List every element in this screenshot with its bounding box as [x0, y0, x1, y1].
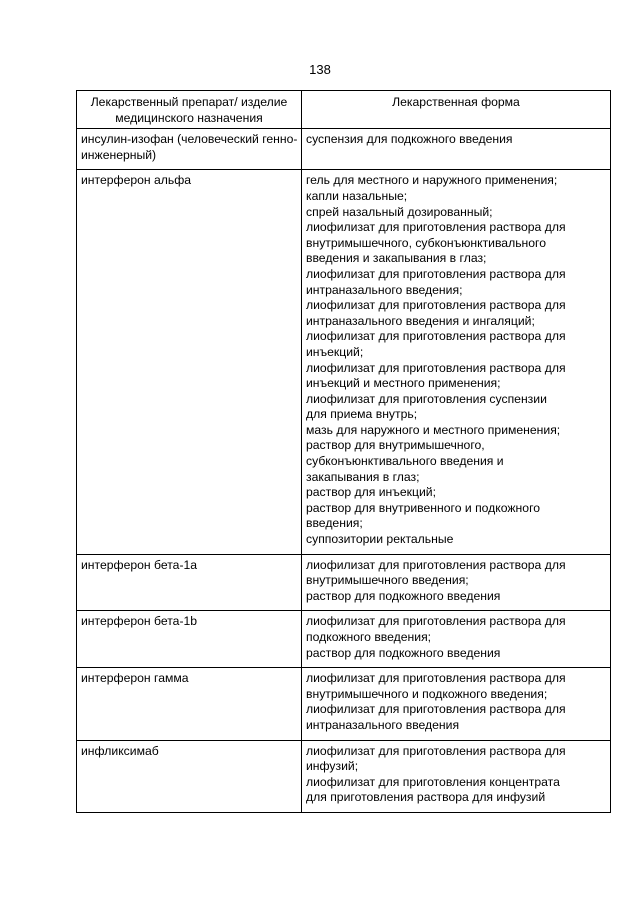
header-form: Лекарственная форма: [302, 91, 611, 129]
dosage-form-line: лиофилизат для приготовления суспензии: [306, 391, 547, 406]
dosage-form-cell: [302, 611, 611, 668]
table-row: [77, 611, 611, 668]
dosage-form-line: введения;: [306, 516, 363, 531]
dosage-form-line: для приема внутрь;: [306, 407, 418, 422]
dosage-form-cell: [302, 554, 611, 611]
dosage-form-line: мазь для наружного и местного применения;: [306, 422, 561, 437]
drug-name-cell: интерферон бета-1a: [77, 554, 302, 611]
table-row: [77, 740, 611, 812]
drug-name-cell: интерферон альфа: [77, 170, 302, 554]
dosage-form-line: лиофилизат для приготовления концентрата: [306, 774, 560, 789]
dosage-form-line: внутримышечного и подкожного введения;: [306, 686, 548, 701]
dosage-form-line: закапывания в глаз;: [306, 469, 420, 484]
dosage-form-line: лиофилизат для приготовления раствора для: [306, 557, 566, 572]
dosage-form-line: интраназального введения: [306, 717, 460, 732]
header-drug: Лекарственный препарат/ изделие медицинского назначения: [77, 91, 302, 129]
dosage-form-line: лиофилизат для приготовления раствора для: [306, 298, 566, 313]
dosage-form-line: суппозитории ректальные: [306, 532, 454, 547]
dosage-form-line: интраназального введения;: [306, 282, 463, 297]
dosage-form-cell: [302, 170, 611, 554]
dosage-form-line: лиофилизат для приготовления раствора для: [306, 266, 566, 281]
drug-name-cell: интерферон гамма: [77, 668, 302, 740]
dosage-form-line: лиофилизат для приготовления раствора для: [306, 671, 566, 686]
dosage-form-line: раствор для подкожного введения: [306, 588, 501, 603]
dosage-form-line: лиофилизат для приготовления раствора для: [306, 360, 566, 375]
drug-name-cell: инсулин-изофан (человеческий генно-инженерный): [77, 129, 302, 170]
dosage-form-line: лиофилизат для приготовления раствора для: [306, 220, 566, 235]
dosage-form-cell: [302, 740, 611, 812]
dosage-form-cell: [302, 668, 611, 740]
drug-name-cell: интерферон бета-1b: [77, 611, 302, 668]
dosage-form-line: инъекций;: [306, 344, 364, 359]
table-header-row: [77, 91, 611, 129]
drug-name-cell: инфликсимаб: [77, 740, 302, 812]
table-row: [77, 129, 611, 170]
dosage-form-line: введения и закапывания в глаз;: [306, 251, 487, 266]
dosage-form-line: суспензия для подкожного введения: [306, 132, 513, 147]
dosage-form-line: инфузий;: [306, 759, 359, 774]
dosage-form-line: гель для местного и наружного применения;: [306, 173, 558, 188]
table-body: [77, 129, 611, 813]
dosage-form-line: инъекций и местного применения;: [306, 376, 501, 391]
dosage-form-line: лиофилизат для приготовления раствора для: [306, 329, 566, 344]
dosage-form-line: для приготовления раствора для инфузий: [306, 790, 546, 805]
page-number: 138: [309, 62, 331, 77]
dosage-form-line: подкожного введения;: [306, 630, 432, 644]
table-row: [77, 668, 611, 740]
dosage-form-line: внутримышечного, субконъюнктивального: [306, 235, 547, 250]
table-row: [77, 554, 611, 611]
dosage-form-line: субконъюнктивального введения и: [306, 454, 504, 469]
dosage-form-line: раствор для инъекций;: [306, 485, 436, 500]
dosage-form-line: раствор для подкожного введения: [306, 645, 501, 660]
drug-forms-table: [76, 90, 611, 813]
dosage-form-line: раствор для внутривенного и подкожного: [306, 500, 541, 515]
table-row: [77, 170, 611, 554]
dosage-form-line: лиофилизат для приготовления раствора для: [306, 614, 566, 629]
dosage-form-line: лиофилизат для приготовления раствора для: [306, 702, 566, 717]
dosage-form-line: интраназального введения и ингаляций;: [306, 313, 535, 328]
dosage-form-line: раствор для внутримышечного,: [306, 438, 485, 453]
dosage-form-cell: [302, 129, 611, 170]
dosage-form-line: внутримышечного введения;: [306, 573, 469, 588]
dosage-form-line: спрей назальный дозированный;: [306, 204, 493, 219]
dosage-form-line: капли назальные;: [306, 188, 408, 203]
dosage-form-line: лиофилизат для приготовления раствора для: [306, 743, 566, 758]
